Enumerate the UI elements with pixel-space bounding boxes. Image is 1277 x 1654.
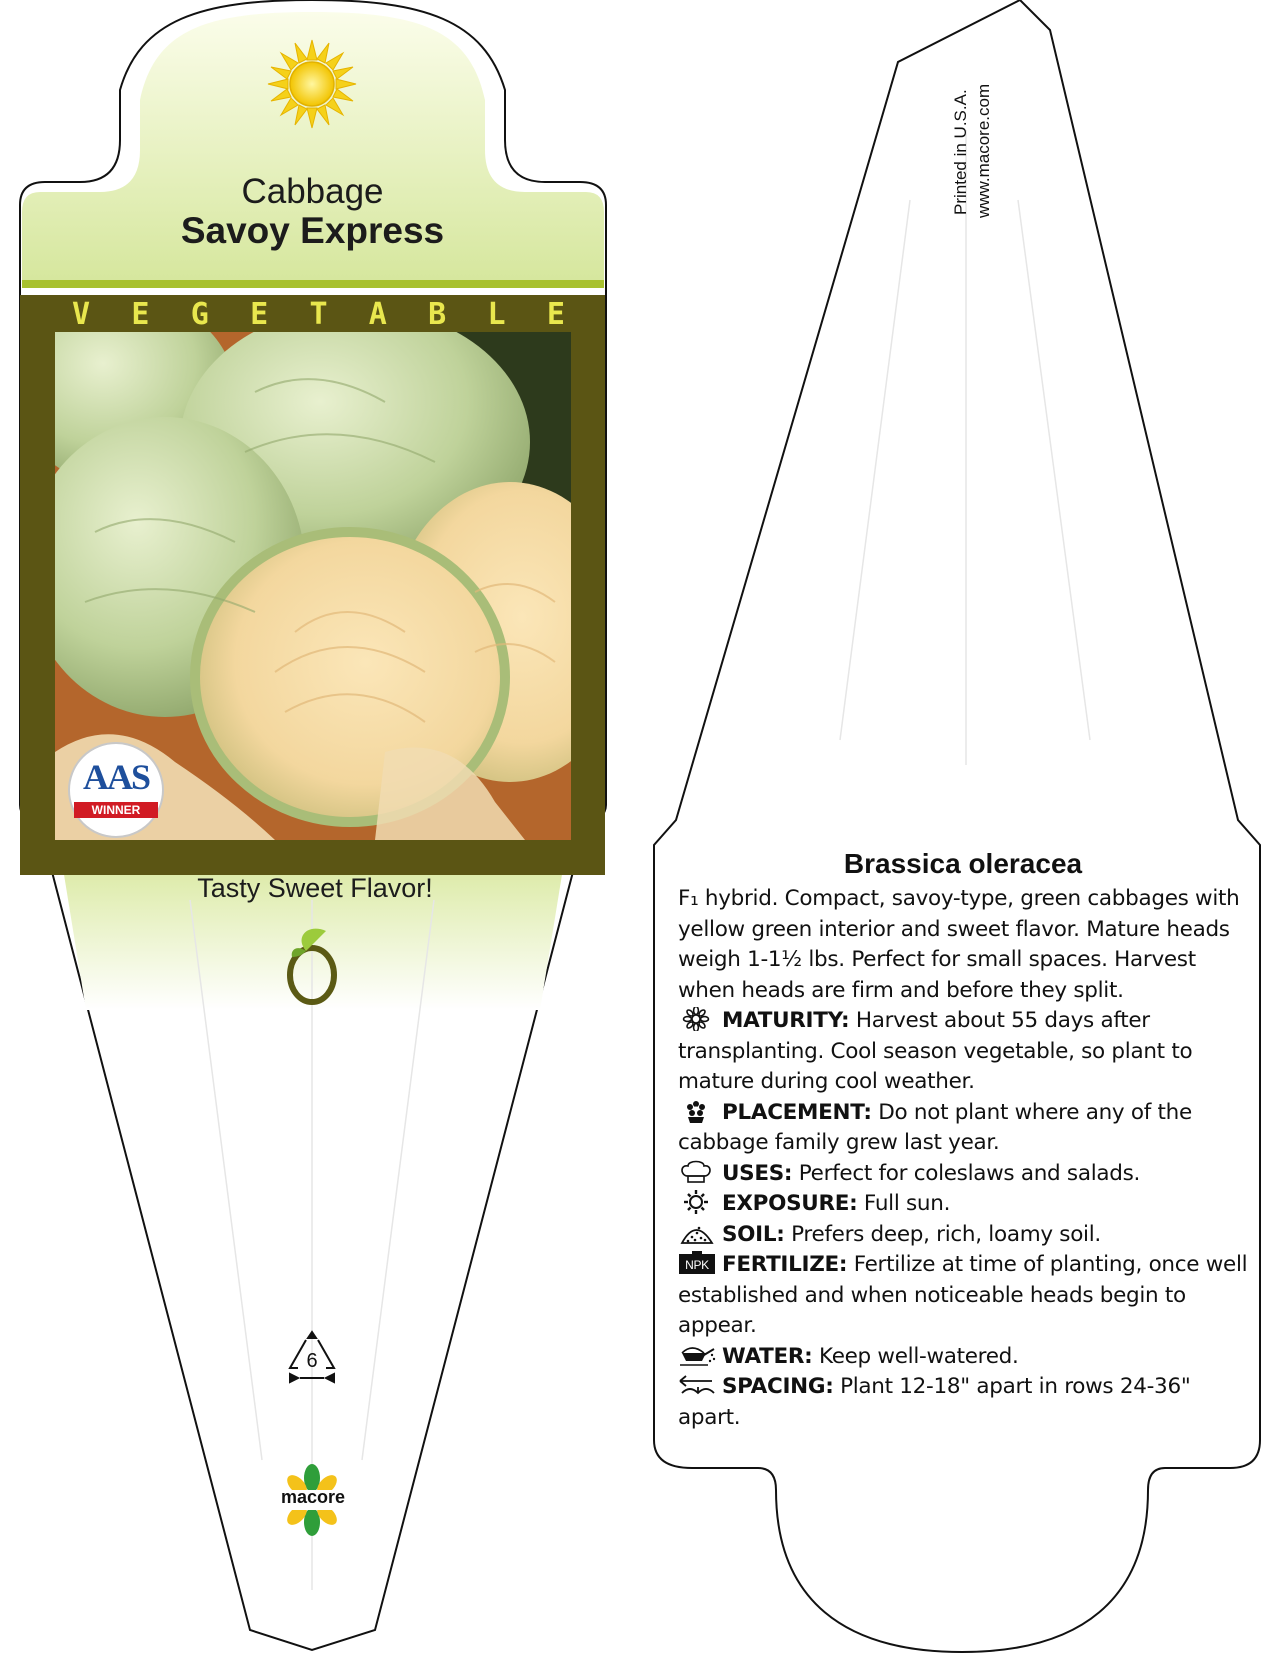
care-item-uses [678, 1159, 1258, 1190]
care-text: Perfect for coleslaws and salads. [792, 1160, 1141, 1186]
printed-in-usa: Printed in U.S.A. [951, 89, 970, 215]
category-letter: E [250, 297, 269, 332]
care-label: SPACING: [722, 1374, 834, 1399]
care-item-placement [678, 1098, 1258, 1159]
care-label: USES: [722, 1160, 793, 1186]
care-text: Plant 12-18" apart in rows 24-36" apart. [678, 1374, 1191, 1430]
care-label: FERTILIZE: [722, 1252, 848, 1277]
care-text: Harvest about 55 days after transplanting. Cool season vegetable, so plant to mature during cool weather. [678, 1008, 1193, 1094]
daisy-icon [678, 1007, 718, 1031]
description: F₁ hybrid. Compact, savoy-type, green cabbages with yellow green interior and sweet flavor. Mature heads weigh 1-1½ lbs. Perfect for small spaces. Harvest when heads are firm and before they split. [678, 886, 1240, 1003]
spacing-arrows-icon [678, 1373, 718, 1397]
npk-label: NPK [685, 1258, 709, 1272]
category-letter: T [309, 297, 328, 332]
category-label [20, 297, 605, 337]
brand-name: macore [280, 1487, 346, 1507]
care-text: Fertilize at time of planting, once well established and when noticeable heads begin to appear. [678, 1252, 1248, 1338]
sun-icon [268, 40, 356, 128]
care-item-fertilize [678, 1250, 1258, 1342]
watering-can-icon [678, 1343, 718, 1367]
care-label: WATER: [722, 1343, 813, 1369]
category-letter: V [72, 297, 91, 332]
care-item-soil [678, 1220, 1258, 1251]
care-label: MATURITY: [722, 1008, 850, 1033]
care-item-exposure [678, 1189, 1258, 1220]
aas-badge-text: AAS [82, 757, 150, 797]
aas-winner-ribbon: WINNER [74, 802, 158, 818]
care-text: Do not plant where any of the cabbage family grew last year. [678, 1099, 1192, 1155]
recycle-number: 6 [306, 1350, 318, 1372]
care-instructions [678, 884, 1258, 1433]
category-letter: E [131, 297, 150, 332]
chef-hat-icon [678, 1160, 718, 1184]
npk-bag-icon [678, 1251, 718, 1275]
sun-icon [678, 1190, 718, 1214]
website: www.macore.com [974, 83, 993, 218]
category-letter: E [546, 297, 565, 332]
care-item-water [678, 1342, 1258, 1373]
soil-pile-icon [678, 1221, 718, 1245]
care-item-spacing [678, 1372, 1258, 1433]
flower-pot-icon [678, 1099, 718, 1123]
tagline: Tasty Sweet Flavor! [197, 873, 433, 903]
care-text: Prefers deep, rich, loamy soil. [784, 1221, 1101, 1247]
variety-name: Savoy Express [180, 210, 445, 251]
care-label: EXPOSURE: [722, 1191, 858, 1216]
care-item-maturity [678, 1006, 1258, 1098]
category-letter: G [190, 297, 209, 332]
aas-winner-badge [68, 742, 164, 838]
category-letter: L [487, 297, 506, 332]
care-label: PLACEMENT: [722, 1099, 872, 1125]
category-letter: A [368, 297, 387, 332]
care-text: Full sun. [857, 1191, 951, 1216]
care-text: Keep well-watered. [812, 1343, 1019, 1369]
category-letter: B [428, 297, 447, 332]
botanical-name: Brassica oleracea [843, 848, 1083, 879]
care-label: SOIL: [722, 1221, 785, 1247]
crop-name: Cabbage [241, 172, 384, 211]
